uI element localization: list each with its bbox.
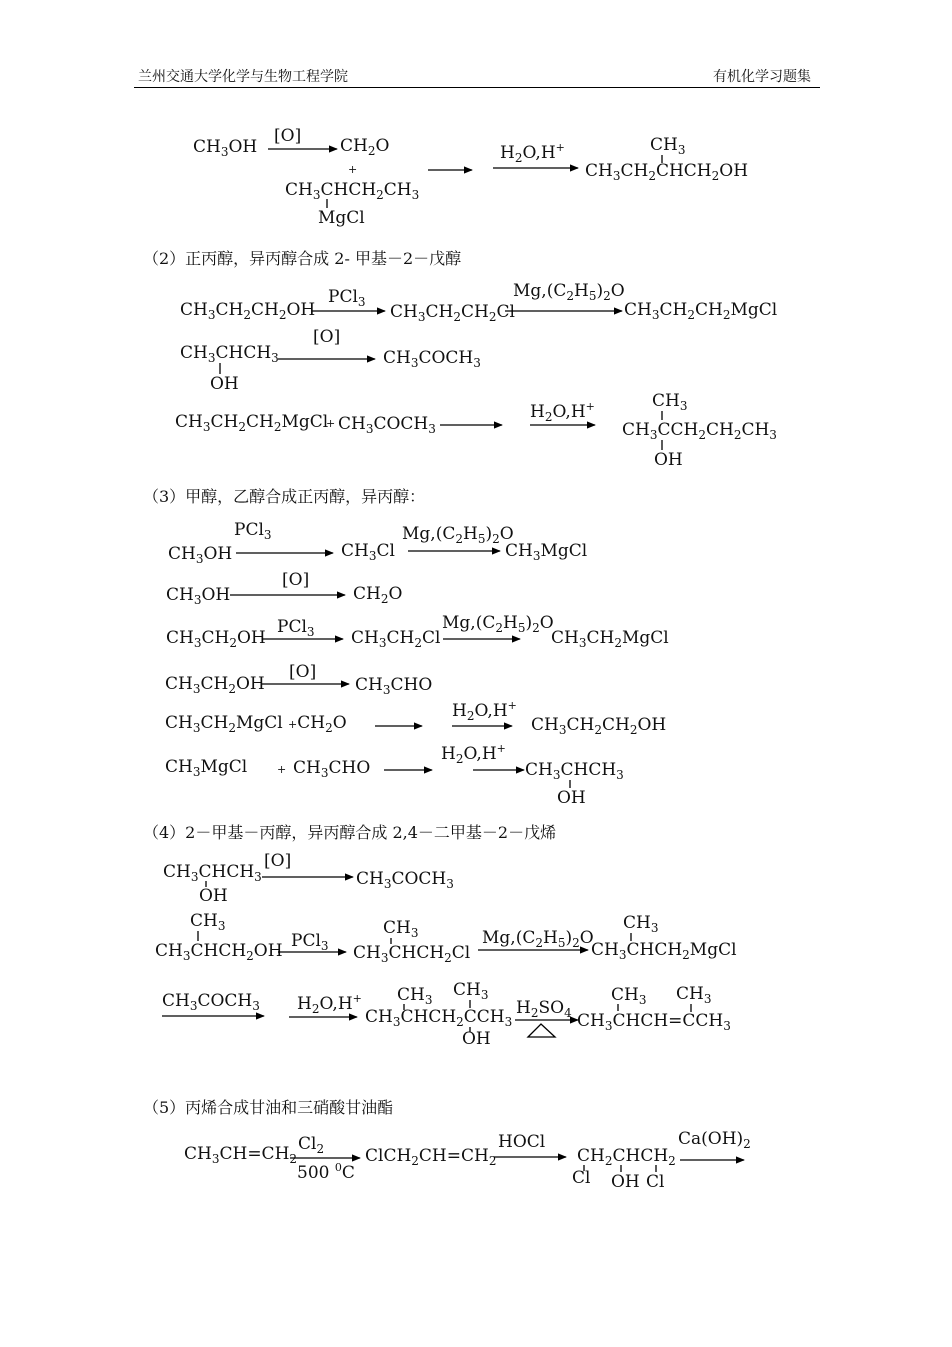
section-2-title: （2）正丙醇，异丙醇合成 2- 甲基－2－戊醇 bbox=[143, 249, 462, 268]
header-right: 有机化学习题集 bbox=[713, 69, 811, 85]
formula-ch2o: $CH_2O$ bbox=[340, 136, 390, 158]
formula-dichlorohydrin: $CH_2CHCH_2$ bbox=[577, 1146, 676, 1168]
formula-ethyl-mgcl: $CH_3CH_2MgCl$ bbox=[165, 713, 283, 735]
section-4-title: （4）2－甲基－丙醇，异丙醇合成 2,4－二甲基－2－戊烯 bbox=[143, 823, 557, 842]
reagent-hydrolysis: $H_2O,H^+$ bbox=[297, 992, 362, 1016]
formula-propyl-mgcl: $CH_3CH_2CH_2MgCl$ bbox=[624, 300, 778, 322]
formula-ch3-branch: $CH_3$ bbox=[397, 985, 433, 1007]
formula-ch3-branch: $CH_3$ bbox=[652, 391, 688, 413]
formula-acetone: $CH_3COCH_3$ bbox=[338, 414, 436, 436]
reagent-hydrolysis: $H_2O,H^+$ bbox=[441, 742, 506, 766]
formula-ch2o: $CH_2O$ bbox=[353, 584, 403, 606]
reagent-pcl3: PCl$_3$ bbox=[291, 931, 329, 953]
reagent-hydrolysis: $H_2O,H^+$ bbox=[530, 400, 595, 424]
formula-sec-butyl: $CH_3CHCH_2CH_3$ bbox=[285, 180, 420, 202]
formula-ethyl-chloride: $CH_3CH_2Cl$ bbox=[351, 628, 441, 650]
formula-propanol: $CH_3CH_2CH_2OH$ bbox=[180, 300, 316, 322]
formula-ch3oh: $CH_3OH$ bbox=[166, 585, 231, 607]
plus-sign: + bbox=[277, 763, 287, 776]
formula-acetaldehyde: $CH_3CHO$ bbox=[293, 758, 371, 780]
formula-acetone: $CH_3COCH_3$ bbox=[383, 348, 481, 370]
formula-isopropanol: $CH_3CHCH_3$ bbox=[163, 862, 262, 884]
formula-2-methylbutanol: $CH_3CH_2CHCH_2OH$ bbox=[585, 161, 749, 183]
formula-ethyl-mgcl: $CH_3CH_2MgCl$ bbox=[551, 628, 669, 650]
reagent-oxidant: [O] bbox=[274, 126, 302, 146]
formula-ch3-branch: $CH_3$ bbox=[676, 984, 712, 1006]
reagent-hocl: HOCl bbox=[498, 1132, 546, 1152]
reagent-cl2: $Cl_2$ bbox=[298, 1134, 325, 1156]
formula-oh: OH bbox=[210, 374, 239, 394]
reagent-oxidant: [O] bbox=[282, 570, 310, 590]
formula-ch3-branch: $CH_3$ bbox=[383, 918, 419, 940]
reagent-grignard: $Mg,(C_2H_5)_2O$ bbox=[402, 524, 514, 546]
formula-ch3oh: $CH_3OH$ bbox=[193, 137, 258, 159]
reagent-oxidant: [O] bbox=[313, 327, 341, 347]
formula-isobutanol: $CH_3CHCH_2OH$ bbox=[155, 941, 283, 963]
formula-cl: Cl bbox=[572, 1168, 591, 1188]
formula-isobutyl-mgcl: $CH_3CHCH_2MgCl$ bbox=[591, 940, 737, 962]
formula-acetone: $CH_3COCH_3$ bbox=[162, 991, 260, 1013]
reagent-pcl3: PCl$_3$ bbox=[328, 287, 366, 309]
formula-isopropanol: $CH_3CHCH_3$ bbox=[525, 760, 624, 782]
header-left: 兰州交通大学化学与生物工程学院 bbox=[138, 69, 348, 85]
reagent-pcl3: PCl$_3$ bbox=[234, 520, 272, 542]
formula-oh: OH bbox=[611, 1172, 640, 1192]
reagent-caoh2: $Ca(OH)_2$ bbox=[678, 1129, 751, 1151]
formula-ch3mgcl: $CH_3MgCl$ bbox=[505, 541, 588, 563]
reagent-pcl3: PCl$_3$ bbox=[277, 617, 315, 639]
reagent-temperature: 500 $^0$C bbox=[297, 1161, 355, 1183]
formula-ethanol: $CH_3CH_2OH$ bbox=[165, 674, 265, 696]
formula-ch3-branch: $CH_3$ bbox=[190, 911, 226, 933]
formula-oh: OH bbox=[462, 1029, 491, 1049]
formula-propyl-chloride: $CH_3CH_2CH_2Cl$ bbox=[390, 302, 515, 324]
reagent-oxidant: [O] bbox=[289, 662, 317, 682]
plus-sign: + bbox=[348, 163, 358, 176]
formula-oh: OH bbox=[557, 788, 586, 808]
formula-propene: $CH_3CH=CH_2$ bbox=[184, 1144, 298, 1166]
formula-ch3-branch: $CH_3$ bbox=[650, 135, 686, 157]
formula-isobutyl-chloride: $CH_3CHCH_2Cl$ bbox=[353, 943, 471, 965]
formula-propyl-mgcl: $CH_3CH_2CH_2MgCl$ bbox=[175, 412, 329, 434]
formula-ch3-branch: $CH_3$ bbox=[611, 985, 647, 1007]
reagent-h2so4: $H_2SO_4$ bbox=[516, 998, 572, 1020]
formula-ch3-branch: $CH_3$ bbox=[623, 913, 659, 935]
reagent-oxidant: [O] bbox=[264, 851, 292, 871]
formula-oh: OH bbox=[199, 886, 228, 906]
formula-allyl-chloride: $ClCH_2CH=CH_2$ bbox=[365, 1146, 497, 1168]
formula-ch3cl: $CH_3Cl$ bbox=[341, 541, 395, 563]
formula-ch3mgcl: $CH_3MgCl$ bbox=[165, 757, 248, 779]
formula-cl: Cl bbox=[646, 1172, 665, 1192]
formula-acetaldehyde: $CH_3CHO$ bbox=[355, 675, 433, 697]
formula-2-4-dimethyl-2-pentene: $CH_3CHCH=CCH_3$ bbox=[577, 1011, 731, 1033]
formula-2-methyl-2-pentanol: $CH_3CCH_2CH_2CH_3$ bbox=[622, 420, 777, 442]
reagent-grignard: $Mg,(C_2H_5)_2O$ bbox=[482, 928, 594, 950]
header-rule bbox=[134, 87, 820, 88]
formula-plus-ch2o: $+CH_2O$ bbox=[288, 713, 347, 735]
reagent-grignard: $Mg,(C_2H_5)_2O$ bbox=[513, 281, 625, 303]
formula-propanol: $CH_3CH_2CH_2OH$ bbox=[531, 715, 667, 737]
formula-ethanol: $CH_3CH_2OH$ bbox=[166, 628, 266, 650]
section-3-title: （3）甲醇，乙醇合成正丙醇，异丙醇： bbox=[143, 487, 426, 506]
formula-isopropanol: $CH_3CHCH_3$ bbox=[180, 343, 279, 365]
reagent-grignard: $Mg,(C_2H_5)_2O$ bbox=[442, 613, 554, 635]
formula-acetone: $CH_3COCH_3$ bbox=[356, 869, 454, 891]
formula-mgcl: MgCl bbox=[318, 208, 365, 228]
section-5-title: （5）丙烯合成甘油和三硝酸甘油酯 bbox=[143, 1098, 394, 1117]
reagent-hydrolysis: $H_2O,H^+$ bbox=[452, 699, 517, 723]
formula-ch3-branch: $CH_3$ bbox=[453, 980, 489, 1002]
plus-sign: + bbox=[326, 417, 336, 430]
formula-2-4-dimethyl-2-pentanol: $CH_3CHCH_2CCH_3$ bbox=[365, 1007, 513, 1029]
reagent-hydrolysis: $H_2O,H^+$ bbox=[500, 141, 565, 165]
formula-ch3oh: $CH_3OH$ bbox=[168, 544, 233, 566]
formula-oh: OH bbox=[654, 450, 683, 470]
